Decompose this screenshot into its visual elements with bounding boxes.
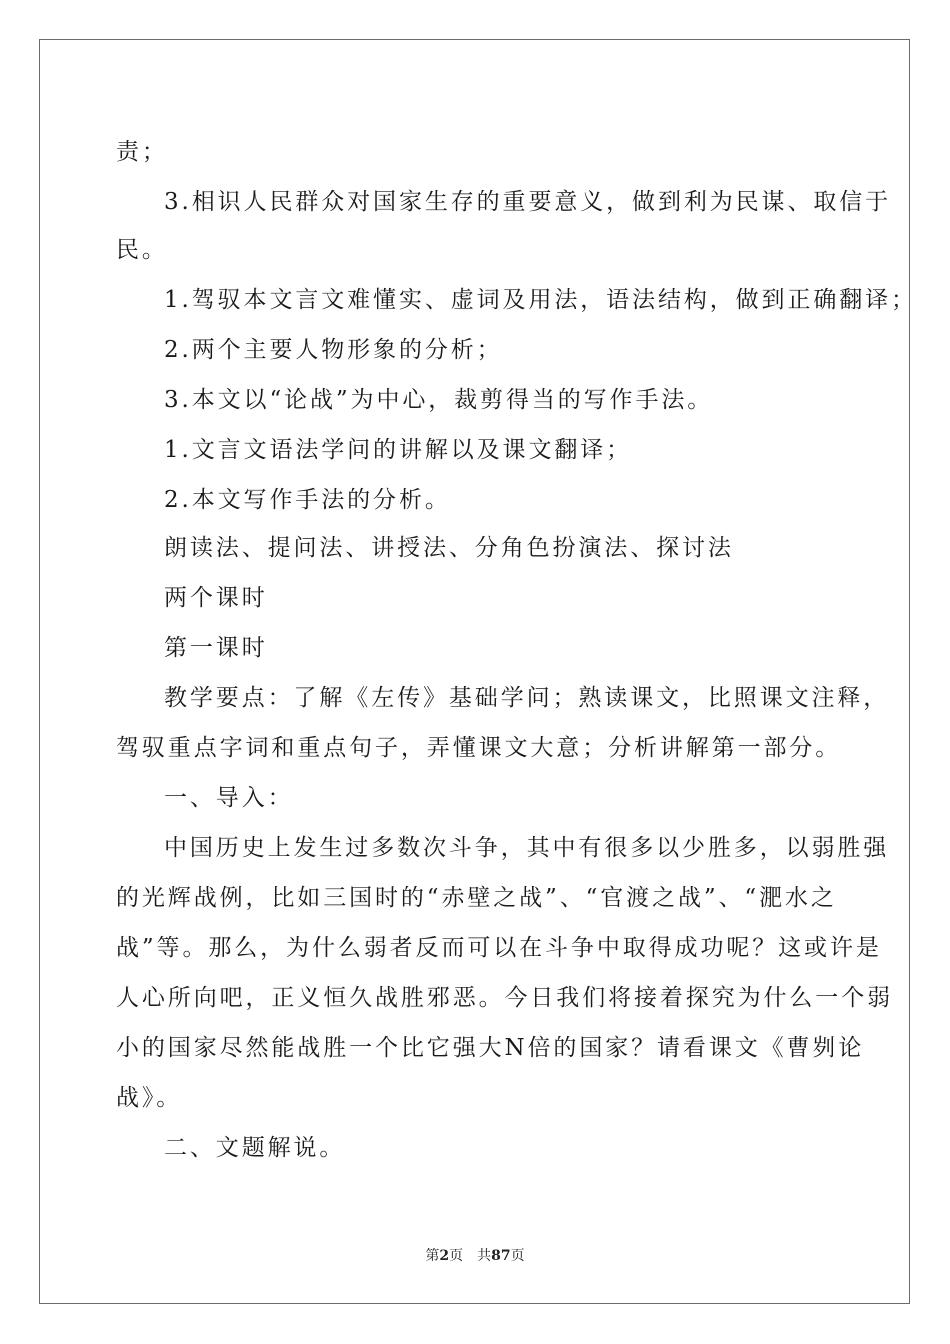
page-suffix: 页: [449, 1248, 464, 1264]
text-line-16: 的光辉战例，比如三国时的“赤壁之战”、“官渡之战”、“淝水之: [116, 885, 837, 911]
page-border: [39, 39, 910, 1304]
text-line-10: 两个课时: [164, 585, 268, 611]
text-line-19: 小的国家尽然能战胜一个比它强大N倍的国家？请看课文《曹刿论: [116, 1035, 865, 1061]
total-prefix: 共: [477, 1248, 492, 1264]
text-line-15: 中国历史上发生过多数次斗争，其中有很多以少胜多，以弱胜强: [164, 835, 890, 861]
page-footer: [0, 1247, 950, 1265]
text-line-11: 第一课时: [164, 635, 268, 661]
text-line-13: 驾驭重点字词和重点句子，弄懂课文大意；分析讲解第一部分。: [116, 735, 842, 761]
total-suffix: 页: [510, 1248, 525, 1264]
text-line-6: 3.本文以“论战”为中心，裁剪得当的写作手法。: [164, 387, 714, 413]
text-line-2: 3.相识人民群众对国家生存的重要意义，做到利为民谋、取信于: [164, 189, 892, 215]
text-line-20: 战》。: [116, 1085, 183, 1111]
text-line-4: 1.驾驭本文言文难懂实、虚词及用法，语法结构，做到正确翻译；: [164, 287, 917, 313]
page-number: 2: [439, 1248, 450, 1264]
page-prefix: 第: [425, 1248, 440, 1264]
text-line-7: 1.文言文语法学问的讲解以及课文翻译；: [164, 437, 633, 463]
text-line-9: 朗读法、提问法、讲授法、分角色扮演法、探讨法: [164, 535, 734, 561]
text-line-14: 一、导入：: [164, 785, 294, 811]
total-pages: 87: [491, 1248, 511, 1264]
text-line-8: 2.本文写作手法的分析。: [164, 487, 451, 513]
text-line-1: 责；: [116, 139, 168, 165]
text-line-21: 二、文题解说。: [164, 1135, 346, 1161]
text-line-18: 人心所向吧，正义恒久战胜邪恶。今日我们将接着探究为什么一个弱: [116, 985, 893, 1011]
text-line-3: 民。: [116, 237, 168, 263]
text-line-17: 战”等。那么，为什么弱者反而可以在斗争中取得成功呢？这或许是: [116, 935, 882, 961]
text-line-12: 教学要点：了解《左传》基础学问；熟读课文，比照课文注释，: [164, 685, 890, 711]
text-line-5: 2.两个主要人物形象的分析；: [164, 337, 503, 363]
